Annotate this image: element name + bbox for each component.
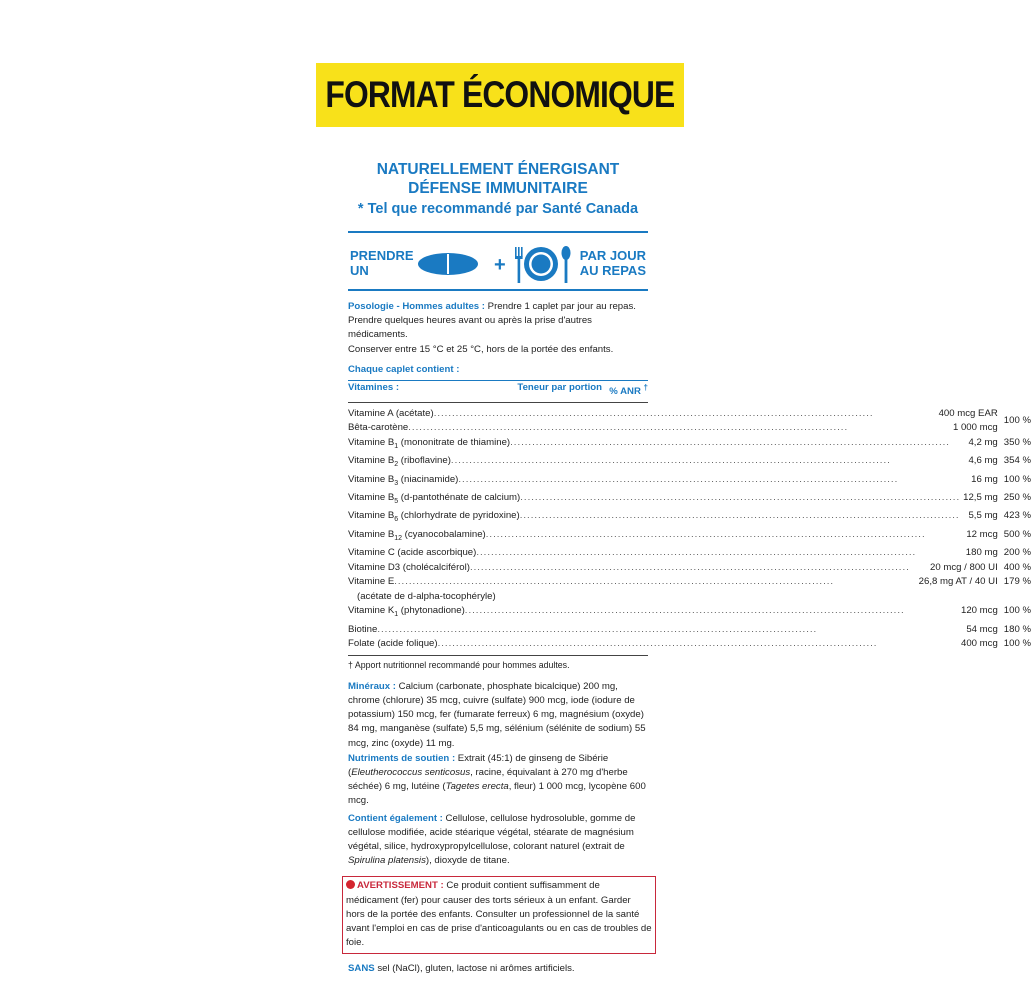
free-from-label: SANS xyxy=(348,963,375,975)
leader-dots xyxy=(438,637,958,652)
rda-footnote: † Apport nutritionnel recommandé pour hommes adultes. xyxy=(348,659,570,670)
vitamin-amount: 4,6 mg xyxy=(968,455,998,467)
vitamin-leader xyxy=(348,473,998,491)
header-rda xyxy=(606,381,648,402)
vitamin-name xyxy=(348,421,408,436)
vitamin-name xyxy=(348,546,476,561)
vitamin-row xyxy=(348,491,1031,509)
vitamin-name-text: Vitamine C (acide ascorbique) xyxy=(348,547,477,559)
vitamin-amount: 400 mcg EAR xyxy=(938,407,998,419)
vitamin-row xyxy=(348,623,1031,638)
minerals-text: Calcium (carbonate, phosphate bicalcique) 200 mg, chrome (chlorure) 35 mcg, cuivre (sulfate) 900 mcg, iode (iodure de potassium) 150 mcg, fer (fumarate ferreux) 6 mg, magnésium (oxyde) 84 mg, manganèse (sulfate) 5,5 mg, sélénium (sélénite de sodium) 55 mcg, zinc (oxyde) 11 mg. xyxy=(348,680,646,749)
vitamin-name-detail: (riboflavine) xyxy=(398,455,451,467)
vitamin-cell xyxy=(348,604,1004,622)
vitamin-name xyxy=(348,623,377,638)
vitamin-name-text: Vitamine K xyxy=(348,605,395,617)
table-header xyxy=(348,381,648,402)
caplet-icon xyxy=(418,253,478,275)
vitamin-rda: 100 % xyxy=(1003,415,1031,427)
support-text-2: , racine, équivalant à 270 mg d'herbe séchée) 6 mg, lutéine ( xyxy=(348,766,628,793)
vitamin-name-detail: (niacinamide) xyxy=(398,473,459,485)
vitamin-rda: 250 % xyxy=(1003,491,1031,503)
leader-dots xyxy=(520,491,960,509)
spoon-icon xyxy=(562,246,571,283)
also-text-1: Cellulose, cellulose hydrosoluble, gomme de cellulose modifiée, acide stéarique végétal, stéarate de magnésium végétal, silice, hydroxypropylcellulose, colorant naturel (extrait de xyxy=(348,812,636,852)
leader-dots xyxy=(476,546,962,561)
vitamin-cell xyxy=(348,491,1004,509)
warning-label: AVERTISSEMENT : xyxy=(357,880,444,892)
vitamin-cell xyxy=(348,561,1004,576)
header-vitamins: Vitamines : xyxy=(348,382,400,394)
vitamin-name xyxy=(348,637,438,652)
vitamin-row xyxy=(348,546,1031,561)
leader-dots xyxy=(434,407,936,422)
free-from-text: sel (NaCl), gluten, lactose ni arômes artificiels. xyxy=(374,963,575,975)
vitamin-name xyxy=(348,509,520,527)
vitamin-amount: 120 mcg xyxy=(960,605,998,617)
vitamin-row xyxy=(348,561,1031,576)
support-latin-2: Tagetes erecta xyxy=(445,781,509,793)
vitamin-name-text: Folate (acide folique) xyxy=(348,638,438,650)
vitamin-subscript: 6 xyxy=(394,516,399,524)
vitamin-cell xyxy=(348,623,1004,638)
vitamin-rda: 100 % xyxy=(1003,638,1031,650)
contains-heading-wrap xyxy=(348,363,648,377)
leader-dots xyxy=(394,575,915,590)
vitamin-leader xyxy=(348,623,998,638)
vitamin-row xyxy=(348,436,1031,454)
plus-sign: + xyxy=(494,254,506,276)
vitamin-amount: 16 mg xyxy=(971,473,998,485)
vitamin-amount: 1 000 mcg xyxy=(952,422,998,434)
posology-label: Posologie - Hommes adultes : xyxy=(348,301,486,312)
also-contains xyxy=(348,812,648,869)
vitamin-leader xyxy=(348,436,998,454)
vitamin-rda: 350 % xyxy=(1003,436,1031,448)
vitamin-cell xyxy=(348,454,1004,472)
vitamin-leader xyxy=(348,407,998,422)
vitamin-amount: 26,8 mg AT / 40 UI xyxy=(918,576,998,588)
support-nutrients xyxy=(348,752,648,809)
vitamin-name-text: Biotine xyxy=(348,623,378,635)
dosage-right xyxy=(580,248,646,278)
vitamin-row xyxy=(348,454,1031,472)
vitamin-amount: 4,2 mg xyxy=(968,436,998,448)
vitamin-leader xyxy=(348,509,998,527)
header-amount: Teneur par portion xyxy=(517,382,602,394)
fork-icon xyxy=(515,247,523,283)
vitamin-rda: 200 % xyxy=(1003,547,1031,559)
vitamin-row xyxy=(348,509,1031,527)
vitamin-row xyxy=(348,473,1031,491)
vitamin-subscript: 12 xyxy=(394,534,403,542)
vitamin-name-text: Vitamine B xyxy=(348,436,395,448)
vitamin-name xyxy=(348,561,470,576)
vitamin-name-detail: (cyanocobalamine) xyxy=(402,528,486,540)
vitamin-name-text: Vitamine E xyxy=(348,576,395,588)
vitamin-leader xyxy=(348,421,998,436)
vitamin-name-text: Vitamine B xyxy=(348,528,395,540)
leader-dots xyxy=(451,454,966,472)
vitamin-subscript: 5 xyxy=(394,497,399,505)
vitamin-cell xyxy=(348,637,1004,652)
posology-text-3: Conserver entre 15 °C et 25 °C, hors de la portée des enfants. xyxy=(348,343,614,355)
dosage-one: UN xyxy=(350,263,369,278)
vitamin-name xyxy=(348,454,451,472)
vitamin-leader xyxy=(348,546,998,561)
format-banner xyxy=(316,63,684,127)
vitamin-leader xyxy=(348,637,998,652)
vitamin-cell xyxy=(348,407,1004,422)
header-rda-label: % ANR xyxy=(609,386,641,398)
vitamin-name-text: Bêta-carotène xyxy=(348,422,409,434)
leader-dots xyxy=(458,473,968,491)
dosage-with-meal: AU REPAS xyxy=(579,263,646,278)
vitamin-row xyxy=(348,637,1031,652)
support-latin-1: Eleutherococcus senticosus xyxy=(351,766,471,778)
vitamin-name xyxy=(348,436,510,454)
plate-icon xyxy=(524,247,558,281)
vitamin-rda: 100 % xyxy=(1003,605,1031,617)
vitamin-rows xyxy=(348,407,1031,652)
divider-top xyxy=(348,231,648,233)
vitamin-cell xyxy=(348,509,1004,527)
vitamin-rda: 100 % xyxy=(1003,473,1031,485)
vitamin-cell xyxy=(348,528,1004,546)
vitamin-row xyxy=(348,407,1031,422)
vitamin-name-text: Vitamine B xyxy=(348,455,395,467)
also-text-2: ), dioxyde de titane. xyxy=(425,855,510,867)
vitamin-row xyxy=(348,575,1031,604)
vitamin-rda: 180 % xyxy=(1003,623,1031,635)
vitamin-row xyxy=(348,604,1031,622)
vitamin-subscript: 1 xyxy=(394,442,399,450)
leader-dots xyxy=(510,436,965,454)
vitamin-name xyxy=(348,528,486,546)
claim-energy: NATURELLEMENT ÉNERGISANT xyxy=(376,161,620,178)
leader-dots xyxy=(377,623,963,638)
vitamin-amount: 5,5 mg xyxy=(968,510,998,522)
vitamin-table xyxy=(348,381,648,402)
vitamin-cell xyxy=(348,546,1004,561)
warning-text: Ce produit contient suffisamment de médicament (fer) pour causer des torts sérieux à un enfant. Garder hors de la portée des enfants. Consulter un professionnel de la santé avant l'emploi en cas de prise d'anticoagulants ou en cas de troubles de foie. xyxy=(346,880,652,949)
vitamin-leader xyxy=(348,561,998,576)
vitamin-name-text: Vitamine B xyxy=(348,491,395,503)
vitamin-leader xyxy=(348,528,998,546)
contains-heading: Chaque caplet contient : xyxy=(348,363,460,375)
vitamin-name-detail: (d-pantothénate de calcium) xyxy=(398,491,521,503)
posology xyxy=(348,300,648,357)
vitamin-cell xyxy=(348,575,1004,604)
vitamin-amount: 400 mcg xyxy=(960,638,998,650)
posology-text-1: Prendre 1 caplet par jour au repas. xyxy=(485,301,636,312)
vitamin-name-detail: (mononitrate de thiamine) xyxy=(398,436,511,448)
leader-dots xyxy=(470,561,927,576)
vitamin-name xyxy=(348,491,520,509)
table-bottom-rule xyxy=(348,655,648,656)
vitamin-leader xyxy=(348,575,998,590)
vitamin-leader xyxy=(348,491,998,509)
vitamin-name-text: Vitamine A (acétate) xyxy=(348,407,434,419)
leader-dots xyxy=(465,604,958,622)
vitamin-amount: 180 mg xyxy=(965,547,998,559)
vitamin-name xyxy=(348,575,394,590)
vitamin-name-text: Vitamine B xyxy=(348,473,395,485)
vitamin-name-text: Vitamine B xyxy=(348,510,395,522)
minerals xyxy=(348,680,648,751)
vitamin-row xyxy=(348,421,1031,436)
divider-bottom xyxy=(348,289,648,291)
claims xyxy=(348,160,648,219)
vitamin-rda: 354 % xyxy=(1003,455,1031,467)
vitamin-rda: 423 % xyxy=(1003,510,1031,522)
vitamin-subscript: 2 xyxy=(394,461,399,469)
also-label: Contient également : xyxy=(348,812,443,824)
vitamin-amount: 20 mcg / 800 UI xyxy=(930,561,998,573)
vitamin-cell xyxy=(348,421,1004,436)
vitamin-cell xyxy=(348,436,1004,454)
vitamin-name-text: Vitamine D3 (cholécalciférol) xyxy=(348,561,470,573)
vitamin-leader xyxy=(348,604,998,622)
support-label: Nutriments de soutien : xyxy=(348,752,456,764)
vitamin-amount: 12,5 mg xyxy=(963,491,998,503)
warning-box xyxy=(342,876,656,954)
vitamin-amount: 12 mcg xyxy=(966,528,998,540)
vitamin-row xyxy=(348,528,1031,546)
vitamin-subscript: 3 xyxy=(394,479,399,487)
vitamin-e-note: (acétate de d-alpha-tocophéryle) xyxy=(357,590,496,602)
vitamin-name xyxy=(348,473,458,491)
warning-dot-icon xyxy=(346,880,355,889)
dosage-per-day: PAR JOUR xyxy=(579,248,646,263)
label-panel xyxy=(346,160,1031,977)
support-text-1: Extrait (45:1) de ginseng de Sibérie ( xyxy=(348,752,609,778)
claim-immunity: DÉFENSE IMMUNITAIRE xyxy=(408,180,588,197)
vitamin-name-detail: (chlorhydrate de pyridoxine) xyxy=(398,510,520,522)
leader-dots xyxy=(520,509,966,527)
dosage-left xyxy=(350,248,420,278)
vitamin-amount: 54 mcg xyxy=(966,623,998,635)
leader-dots xyxy=(408,421,950,436)
vitamin-rda: 400 % xyxy=(1003,561,1031,573)
vitamin-rda: 500 % xyxy=(1003,528,1031,540)
vitamin-cell xyxy=(348,473,1004,491)
table-header-rule xyxy=(348,402,648,403)
dosage-icons xyxy=(414,243,584,287)
dosage-instructions xyxy=(348,239,648,289)
support-text-3: , fleur) 1 000 mcg, lycopène 600 mcg. xyxy=(348,781,646,807)
vitamin-rda: 179 % xyxy=(1003,576,1031,588)
vitamin-name xyxy=(348,604,465,622)
dosage-take: PRENDRE xyxy=(350,248,414,263)
vitamin-leader xyxy=(348,454,998,472)
also-latin: Spirulina platensis xyxy=(348,855,426,867)
posology-text-2: Prendre quelques heures avant ou après la prise d'autres médicaments. xyxy=(348,315,592,341)
vitamin-subscript: 1 xyxy=(394,611,399,619)
claim-recommended: * Tel que recommandé par Santé Canada xyxy=(357,201,639,217)
vitamin-name xyxy=(348,407,434,422)
free-from xyxy=(348,962,648,976)
vitamin-name-detail: (phytonadione) xyxy=(398,605,465,617)
banner-title: FORMAT ÉCONOMIQUE xyxy=(325,74,675,115)
leader-dots xyxy=(486,528,964,546)
header-rda-mark: † xyxy=(643,383,648,393)
minerals-label: Minéraux : xyxy=(348,680,396,692)
